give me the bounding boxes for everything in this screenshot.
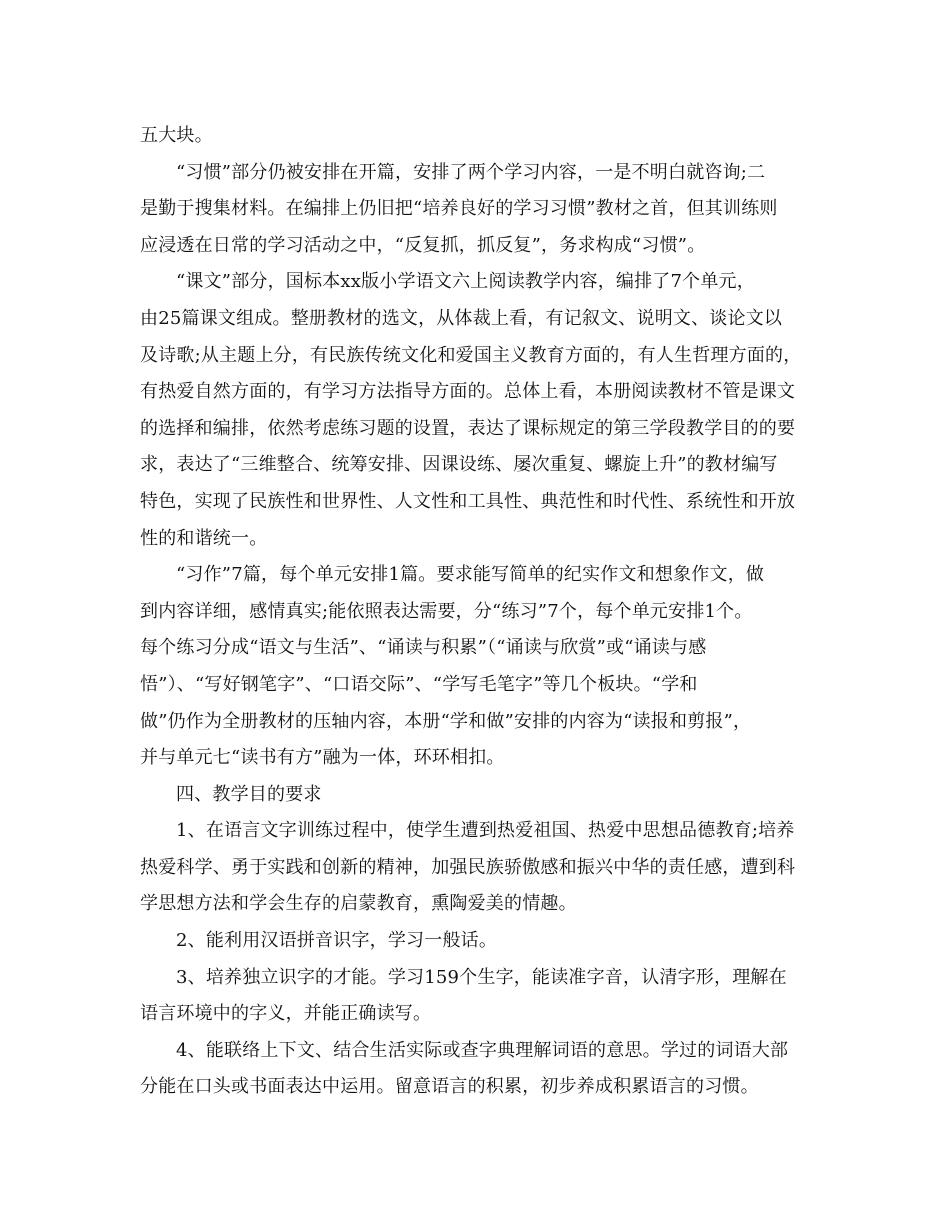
paragraph-first-line: 2、能利用汉语拼音识字，学习一般话。 — [176, 930, 498, 952]
text-line: 及诗歌;从主题上分，有民族传统文化和爱国主义教育方面的，有人生哲理方面的， — [140, 344, 802, 366]
text-line: 做”仍作为全册教材的压轴内容，本册“学和做”安排的内容为“读报和剪报”， — [140, 710, 752, 732]
text-line: 语言环境中的字义，并能正确读写。 — [140, 1003, 432, 1025]
text-line: 五大块。 — [140, 125, 213, 146]
text-line: 到内容详细，感情真实;能依照表达需要，分“练习”7个，每个单元安排1个。 — [140, 600, 753, 622]
paragraph-first-line: 4、能联络上下文、结合生活实际或查字典理解词语的意思。学过的词语大部 — [176, 1039, 789, 1061]
text-line: 热爱科学、勇于实践和创新的精神，加强民族骄傲感和振兴中华的责任感，遭到科 — [140, 856, 796, 878]
text-line: 分能在口头或书面表达中运用。留意语言的积累，初步养成积累语言的习惯。 — [140, 1076, 759, 1098]
text-line: 求，表达了“三维整合、统筹安排、因课设练、屡次重复、螺旋上升”的教材编写 — [140, 454, 778, 476]
text-line: 有热爱自然方面的，有学习方法指导方面的。总体上看，本册阅读教材不管是课文 — [140, 381, 796, 403]
paragraph-first-line: 3、培养独立识字的才能。学习159个生字，能读准字音，认清字形，理解在 — [176, 966, 787, 988]
text-line: 并与单元七“读书有方”融为一体，环环相扣。 — [140, 747, 505, 769]
text-line: 由25篇课文组成。整册教材的选文，从体裁上看，有记叙文、说明文、谈论文以 — [140, 307, 783, 329]
text-line: 每个练习分成“语文与生活”、“诵读与积累”（“诵读与欣赏”或“诵读与感 — [140, 637, 707, 659]
text-line: 应浸透在日常的学习活动之中，“反复抓，抓反复”，务求构成“习惯”。 — [140, 234, 706, 256]
paragraph-first-line: “习惯”部分仍被安排在开篇，安排了两个学习内容，一是不明白就咨询;二 — [176, 161, 766, 183]
text-line: 学思想方法和学会生存的启蒙教育，熏陶爱美的情趣。 — [140, 893, 577, 915]
text-line: 特色，实现了民族性和世界性、人文性和工具性、典范性和时代性、系统性和开放 — [140, 490, 796, 512]
paragraph-first-line: 1、在语言文字训练过程中，使学生遭到热爱祖国、热爱中思想品德教育;培养 — [176, 820, 795, 842]
paragraph-first-line: “课文”部分，国标本xx版小学语文六上阅读教学内容，编排了7个单元， — [176, 271, 755, 293]
text-line: 性的和谐统一。 — [140, 527, 268, 549]
paragraph-first-line: “习作”7篇，每个单元安排1篇。要求能写简单的纪实作文和想象作文，做 — [176, 564, 765, 586]
text-line: 是勤于搜集材料。在编排上仍旧把“培养良好的学习习惯”教材之首，但其训练则 — [140, 198, 778, 220]
document-body — [140, 118, 820, 1106]
section-heading: 四、教学目的要求 — [176, 783, 322, 805]
text-line: 的选择和编排，依然考虑练习题的设置，表达了课标规定的第三学段教学目的的要 — [140, 417, 796, 439]
text-line: 悟”）、“写好钢笔字”、“口语交际”、“学写毛笔字”等几个板块。“学和 — [140, 673, 698, 695]
